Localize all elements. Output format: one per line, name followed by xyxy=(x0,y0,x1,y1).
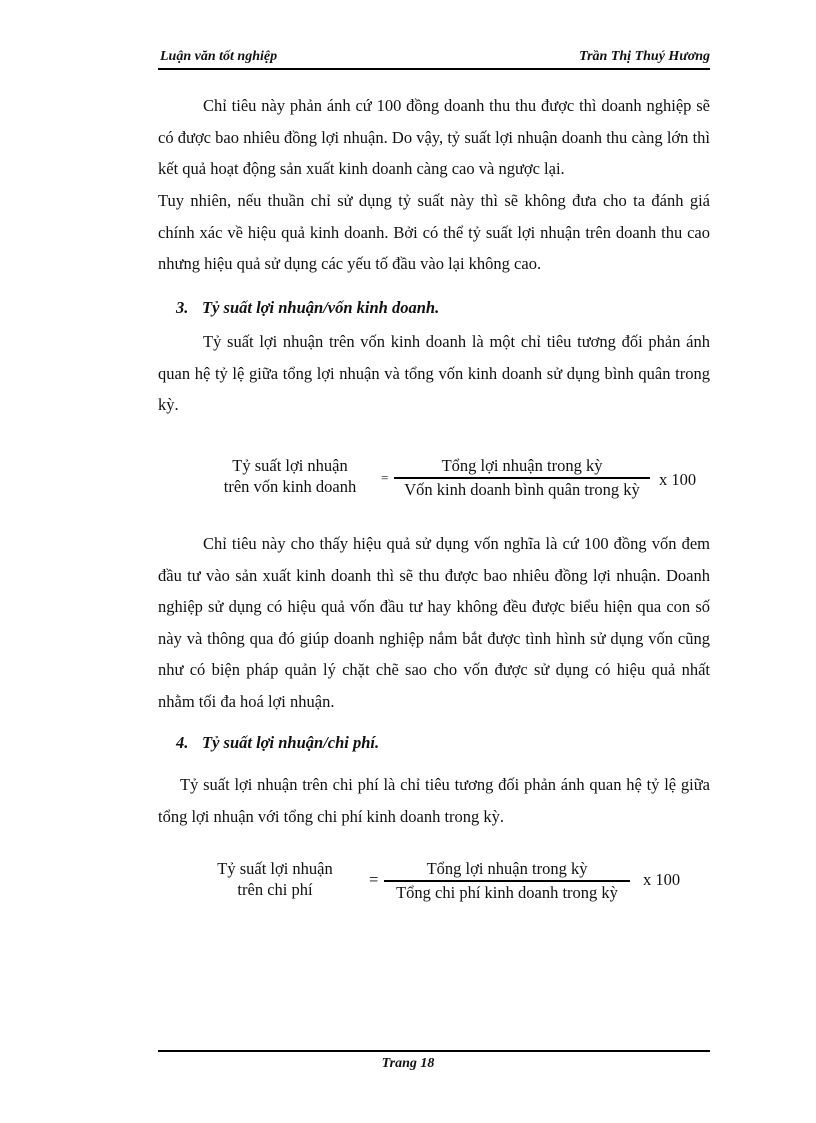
formula-multiplier: x 100 xyxy=(659,470,697,489)
section-heading-4 xyxy=(176,733,379,753)
paragraph-2: Tuy nhiên, nếu thuần chỉ sử dụng tỷ suất này thì sẽ không đưa cho ta đánh giá chính xác về hiệu quả kinh doanh. Bởi có thể tỷ suất lợi nhuận trên doanh thu cao nhưng hiệu quả sử dụng các yếu tố đầu vào lại không cao. xyxy=(158,191,710,273)
formula-equals: = xyxy=(381,470,389,485)
formula-left-line-2: trên chi phí xyxy=(237,880,313,899)
paragraph-4: Chỉ tiêu này cho thấy hiệu quả sử dụng vốn nghĩa là cứ 100 đồng vốn đem đầu tư vào sản xuất kinh doanh thì sẽ thu được bao nhiêu đồng lợi nhuận. Doanh nghiệp sử dụng có hiệu quả vốn đầu tư hay không đều được biểu hiện qua con số này và thông qua đó giúp doanh nghiệp nắm bắt được tình hình sử dụng vốn cũng như có biện pháp quản lý chặt chẽ sao cho vốn được sử dụng có hiệu quả nhất nhằm tối đa hoá lợi nhuận. xyxy=(158,534,710,711)
formula-left-line-1: Tỷ suất lợi nhuận xyxy=(232,456,348,475)
page-number: Trang 18 xyxy=(381,1056,435,1071)
formula-multiplier: x 100 xyxy=(643,870,681,889)
section-number: 3. xyxy=(176,298,189,317)
section-number: 4. xyxy=(176,733,189,752)
formula-left-line-1: Tỷ suất lợi nhuận xyxy=(217,859,333,878)
paragraph-1: Chỉ tiêu này phản ánh cứ 100 đồng doanh thu thu được thì doanh nghiệp sẽ có được bao nhiêu đồng lợi nhuận. Do vậy, tỷ suất lợi nhuận doanh thu càng lớn thì kết quả hoạt động sản xuất kinh doanh càng cao và ngược lại. xyxy=(158,96,710,178)
section-heading-3 xyxy=(176,298,439,318)
footer-rule xyxy=(158,1050,710,1052)
formula-denominator: Vốn kinh doanh bình quân trong kỳ xyxy=(404,479,640,499)
formula-numerator: Tổng lợi nhuận trong kỳ xyxy=(426,859,588,878)
header-left-title: Luận văn tốt nghiệp xyxy=(160,49,278,64)
formula-left-line-2: trên vốn kinh doanh xyxy=(223,477,357,496)
paragraph-5: Tỷ suất lợi nhuận trên chi phí là chỉ tiêu tương đối phản ánh quan hệ tỷ lệ giữa tổng lợi nhuận với tổng chi phí kinh doanh trong kỳ. xyxy=(158,775,710,826)
section-title: Tỷ suất lợi nhuận/vốn kinh doanh. xyxy=(202,298,440,317)
formula-numerator: Tổng lợi nhuận trong kỳ xyxy=(441,456,603,475)
section-title: Tỷ suất lợi nhuận/chi phí. xyxy=(202,733,380,752)
formula-left-label xyxy=(205,455,375,497)
formula-fraction xyxy=(384,858,630,903)
header-rule xyxy=(158,68,710,70)
formula-return-on-capital xyxy=(0,455,816,505)
header-author: Trần Thị Thuý Hương xyxy=(579,49,710,64)
formula-return-on-cost xyxy=(0,858,816,908)
paragraph-3: Tỷ suất lợi nhuận trên vốn kinh doanh là một chỉ tiêu tương đối phản ánh quan hệ tỷ lệ giữa tổng lợi nhuận và tổng vốn kinh doanh sử dụng bình quân trong kỳ. xyxy=(158,332,710,414)
formula-left-label xyxy=(195,858,355,900)
formula-fraction xyxy=(394,455,650,500)
formula-equals: = xyxy=(369,870,379,889)
formula-denominator: Tổng chi phí kinh doanh trong kỳ xyxy=(396,882,618,902)
